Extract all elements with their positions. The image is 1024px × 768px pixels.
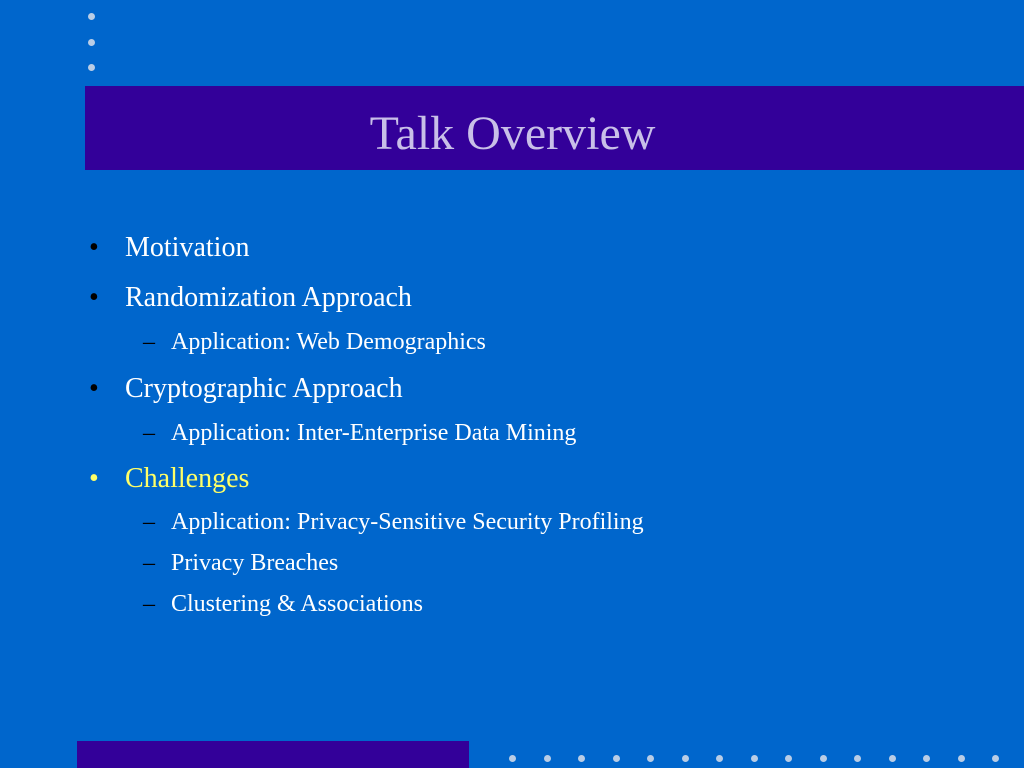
- decor-dot: [613, 755, 620, 762]
- decor-dot: [682, 755, 689, 762]
- decor-dot: [751, 755, 758, 762]
- decor-dot: [509, 755, 516, 762]
- decor-dot: [923, 755, 930, 762]
- decor-dot: [820, 755, 827, 762]
- sub-bullet-item: Clustering & Associations: [171, 591, 423, 617]
- decor-dot: [544, 755, 551, 762]
- bullet-marker: •: [89, 282, 99, 313]
- sub-bullet-marker: –: [143, 329, 155, 355]
- decor-dot: [889, 755, 896, 762]
- bullet-item: Randomization Approach: [125, 282, 412, 313]
- bottom-bar: [77, 741, 469, 768]
- decor-dot: [958, 755, 965, 762]
- decor-dot: [992, 755, 999, 762]
- decor-dot: [785, 755, 792, 762]
- bullet-marker: •: [89, 373, 99, 404]
- sub-bullet-item: Privacy Breaches: [171, 550, 339, 576]
- bullet-marker: •: [89, 232, 99, 263]
- sub-bullet-marker: –: [143, 550, 155, 576]
- decor-dot: [647, 755, 654, 762]
- bullet-marker: •: [89, 463, 99, 494]
- sub-bullet-item: Application: Inter-Enterprise Data Mining: [171, 420, 577, 446]
- decor-dot: [578, 755, 585, 762]
- bullet-item-highlighted: Challenges: [125, 463, 250, 494]
- bullet-item: Motivation: [125, 232, 250, 263]
- decor-dot: [854, 755, 861, 762]
- bullet-item: Cryptographic Approach: [125, 373, 403, 404]
- sub-bullet-item: Application: Privacy-Sensitive Security Profiling: [171, 509, 644, 535]
- slide-title: Talk Overview: [369, 107, 656, 160]
- sub-bullet-marker: –: [143, 509, 155, 535]
- sub-bullet-marker: –: [143, 591, 155, 617]
- decor-dot: [716, 755, 723, 762]
- sub-bullet-marker: –: [143, 420, 155, 446]
- sub-bullet-item: Application: Web Demographics: [171, 329, 486, 355]
